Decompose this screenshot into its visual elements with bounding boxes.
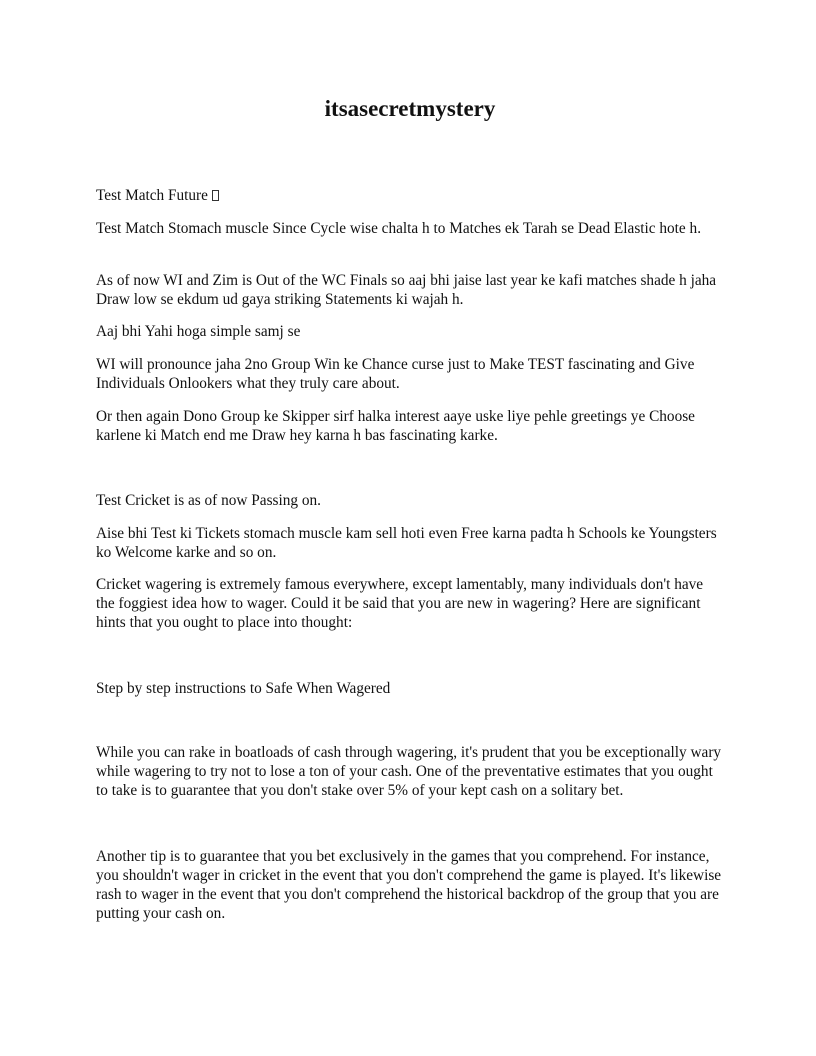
paragraph: Another tip is to guarantee that you bet exclusively in the games that you comprehend. For instance, you shouldn't wager in cricket in the event that you don't comprehend the game is played. It's likewise rash to wager in the event that you don't comprehend the historical backdrop of the group that you are putting your cash on. <box>96 848 722 922</box>
paragraph: Test Cricket is as of now Passing on. <box>96 492 321 509</box>
missing-glyph-icon <box>212 190 219 201</box>
section-heading: Step by step instructions to Safe When Wagered <box>96 680 391 697</box>
paragraph: Cricket wagering is extremely famous everywhere, except lamentably, many individuals don't have the foggiest idea how to wager. Could it be said that you are new in wagering? Here are significant hints that you ought to place into thought: <box>96 576 704 631</box>
paragraph: Aaj bhi Yahi hoga simple samj se <box>96 323 301 340</box>
paragraph: As of now WI and Zim is Out of the WC Finals so aaj bhi jaise last year ke kafi matches shade h jaha Draw low se ekdum ud gaya striking Statements ki wajah h. <box>96 272 717 308</box>
paragraph: Aise bhi Test ki Tickets stomach muscle kam sell hoti even Free karna padta h Schools ke Youngsters ko Welcome karke and so on. <box>96 525 717 561</box>
document-title: itsasecretmystery <box>324 96 496 121</box>
paragraph: While you can rake in boatloads of cash through wagering, it's prudent that you be exceptionally wary while wagering to try not to lose a ton of your cash. One of the preventative estimates that you ought to take is to guarantee that you don't stake over 5% of your kept cash on a solitary bet. <box>96 744 722 799</box>
paragraph: Test Match Stomach muscle Since Cycle wise chalta h to Matches ek Tarah se Dead Elastic hote h. <box>96 220 702 237</box>
paragraph-text: Test Match Future <box>96 187 208 204</box>
paragraph: Or then again Dono Group ke Skipper sirf halka interest aaye uske liye pehle greetings ye Choose karlene ki Match end me Draw hey karna h bas fascinating karke. <box>96 408 695 444</box>
paragraph: WI will pronounce jaha 2no Group Win ke Chance curse just to Make TEST fascinating and Give Individuals Onlookers what they truly care about. <box>96 356 695 392</box>
paragraph-test-match-future <box>96 186 724 205</box>
